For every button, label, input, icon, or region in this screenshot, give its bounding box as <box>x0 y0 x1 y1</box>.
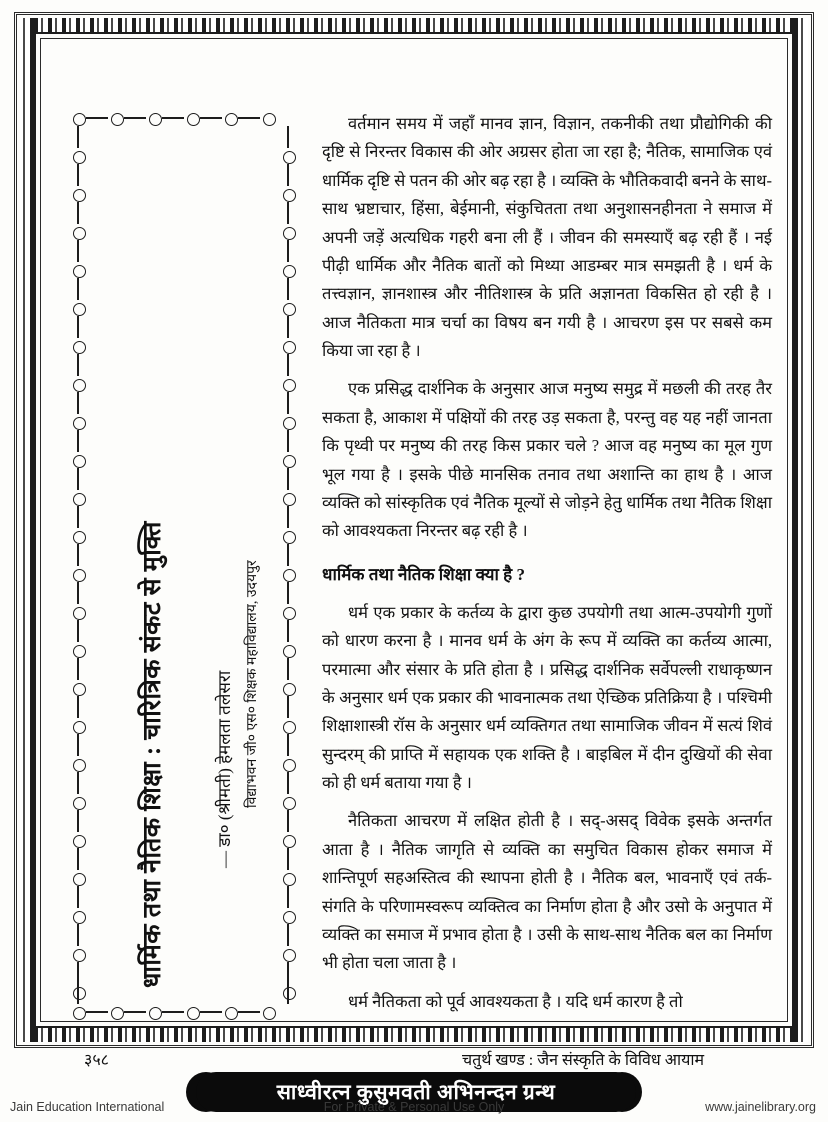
dash-ornament <box>86 1011 108 1013</box>
bead-ornament <box>283 607 296 620</box>
dash-ornament <box>287 126 289 148</box>
article-body <box>322 110 772 1026</box>
dash-ornament <box>287 658 289 680</box>
dash-ornament <box>200 1011 222 1013</box>
bead-ornament <box>283 151 296 164</box>
bead-ornament <box>283 341 296 354</box>
dash-ornament <box>287 164 289 186</box>
title-block <box>74 108 284 1008</box>
dash-ornament <box>287 544 289 566</box>
bead-ornament <box>225 1007 238 1020</box>
scan-footer-left: Jain Education International <box>10 1100 165 1114</box>
bead-ornament <box>283 835 296 848</box>
page-title: धार्मिक तथा नैतिक शिक्षा : चारित्रिक संकट से मुक्ति <box>139 521 166 988</box>
bead-ornament <box>283 493 296 506</box>
bead-ornament <box>187 1007 200 1020</box>
bead-ornament <box>283 379 296 392</box>
bead-ornament <box>283 911 296 924</box>
dash-ornament <box>287 506 289 528</box>
dash-ornament <box>287 810 289 832</box>
dash-ornament <box>287 468 289 490</box>
bead-ornament <box>283 683 296 696</box>
dash-ornament <box>287 734 289 756</box>
bead-ornament <box>283 797 296 810</box>
bead-ornament <box>283 721 296 734</box>
bead-ornament <box>73 1007 86 1020</box>
dash-ornament <box>287 982 289 1004</box>
dash-ornament <box>287 582 289 604</box>
scan-footer-middle: For Private & Personal Use Only <box>323 1100 505 1114</box>
dash-ornament <box>287 620 289 642</box>
running-footer: चतुर्थ खण्ड : जैन संस्कृति के विविध आयाम <box>462 1052 705 1069</box>
dash-ornament <box>287 772 289 794</box>
bead-ornament <box>283 417 296 430</box>
paragraph: धर्म नैतिकता को पूर्व आवश्यकता है । यदि धर्म कारण है तो <box>348 991 683 1011</box>
author-affiliation: विद्याभवन जी० एस० शिक्षक महाविद्यालय, उदयपुर <box>245 560 260 808</box>
bead-ornament <box>263 1007 276 1020</box>
dash-ornament <box>287 430 289 452</box>
scan-footer-right[interactable]: www.jainelibrary.org <box>705 1100 816 1114</box>
dash-ornament <box>287 696 289 718</box>
dash-ornament <box>287 240 289 262</box>
bead-ornament <box>283 759 296 772</box>
dash-ornament <box>287 392 289 414</box>
paragraph: वर्तमान समय में जहाँ मानव ज्ञान, विज्ञान, तकनीकी तथा प्रौद्योगिकी की दृष्टि से निरन्तर विकास की ओर अग्रसर होता जा रहा है; नैतिक, सामाजिक एवं धार्मिक दृष्टि से पतन की ओर बढ़ रहा है । व्यक्ति के भौतिकवादी बनने के साथ-साथ भ्रष्टाचार, हिंसा, बेईमानी, संकुचितता तथा अनुशासनहीनता ने समाज में अपनी जड़ें अत्यधिक गहरी बना ली हैं । जीवन की समस्याएँ बढ़ रही हैं । नई पीढ़ी धार्मिक और नैतिक बातों को मिथ्या आडम्बर मात्र समझती है । धर्म के तत्त्वज्ञान, ज्ञानशास्त्र और नीतिशास्त्र के प्रति अज्ञानता विकसित हो रही है । आज नैतिकता मात्र चर्चा का विषय बन गयी है । आचरण इस पर सबसे कम किया जा रहा है । <box>322 114 772 360</box>
dash-ornament <box>162 1011 184 1013</box>
dash-ornament <box>287 848 289 870</box>
dash-ornament <box>287 316 289 338</box>
author-name: — डा० (श्रीमती) हेमलता तलेसरा <box>215 670 234 868</box>
book-title-banner: साध्वीरत्न कुसुमवती अभिनन्दन ग्रन्थ <box>196 1072 636 1112</box>
bead-ornament <box>283 531 296 544</box>
dash-ornament <box>287 202 289 224</box>
dash-ornament <box>287 924 289 946</box>
page-number: ३५८ <box>84 1052 109 1069</box>
dash-ornament <box>287 354 289 376</box>
bead-ornament <box>283 189 296 202</box>
bead-ornament <box>283 987 296 1000</box>
bead-ornament <box>283 645 296 658</box>
section-heading: धार्मिक तथा नैतिक शिक्षा क्या है ? <box>322 564 525 584</box>
bead-ornament <box>111 1007 124 1020</box>
bead-ornament <box>149 1007 162 1020</box>
paragraph: नैतिकता आचरण में लक्षित होती है । सद्-असद् विवेक इसके अन्तर्गत आता है । नैतिक जागृति से व्यक्ति का समुचित विकास होकर समाज में शान्तिपूर्ण सहअस्तित्व की स्थापना होती है । नैतिक बल, भावनाएँ एवं तर्क-संगति के परिणामस्वरूप व्यक्तित्व का निर्माण होता है और उसो के अनुपात में व्यक्ति का समाज में प्रभाव होता है । उसी के साथ-साथ नैतिक बल का निर्माण भी होता चला जाता है । <box>322 811 772 973</box>
bead-ornament <box>283 949 296 962</box>
paragraph: एक प्रसिद्ध दार्शनिक के अनुसार आज मनुष्य समुद्र में मछली की तरह तैर सकता है, आकाश में पक्षियों की तरह उड़ सकता है, परन्तु वह यह नहीं जानता कि पृथ्वी पर मनुष्य की तरह किस प्रकार चले ? आज वह मनुष्य का मूल गुण भूल गया है । इसके पीछे मानसिक तनाव तथा अशान्ति का हाथ है । आज व्यक्ति को सांस्कृतिक एवं नैतिक मूल्यों से जोड़ने हेतु धार्मिक तथा नैतिक शिक्षा को आवश्यकता निरन्तर बढ़ रही है । <box>322 379 772 541</box>
dash-ornament <box>287 886 289 908</box>
bead-ornament <box>283 265 296 278</box>
bead-ornament <box>283 455 296 468</box>
bead-ornament <box>283 303 296 316</box>
bead-ornament <box>283 873 296 886</box>
bead-ornament <box>283 227 296 240</box>
dash-ornament <box>124 1011 146 1013</box>
scan-footer <box>0 1098 828 1122</box>
bead-ornament <box>283 569 296 582</box>
dash-ornament <box>287 962 289 984</box>
dash-ornament <box>287 278 289 300</box>
dash-ornament <box>238 1011 260 1013</box>
paragraph: धर्म एक प्रकार के कर्तव्य के द्वारा कुछ उपयोगी तथा आत्म-उपयोगी गुणों को धारण करना है । मानव धर्म के अंग के रूप में व्यक्ति का कर्तव्य आत्मा, परमात्मा और संसार के प्रति होता है । प्रसिद्ध दार्शनिक सर्वेपल्ली राधाकृष्णन के अनुसार धर्म एक प्रकार की भावनात्मक तथा ऐच्छिक प्रतिक्रिया है । पश्चिमी शिक्षाशास्त्री रॉस के अनुसार धर्म व्यक्तिगत तथा सामाजिक जीवन में सत्यं शिवं सुन्दरम् की प्राप्ति में सहायक एक शक्ति है । बाइबिल में दीन दुखियों की सेवा को ही धर्म बताया गया है । <box>322 602 772 793</box>
